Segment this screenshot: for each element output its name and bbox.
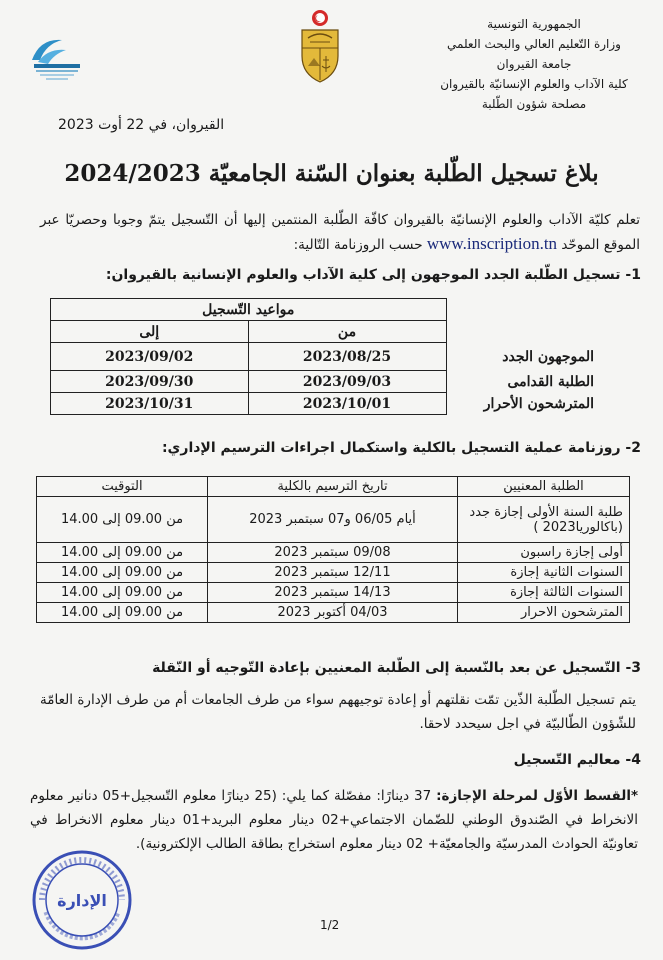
group-header: مواعيد التّسجيل [51, 299, 447, 321]
table-row [51, 343, 603, 371]
section-2-heading: 2- روزنامة عملية التسجيل بالكلية واستكمال اجراءات الترسيم الإداري: [161, 440, 641, 456]
time-cell: من 09.00 إلى 14.00 [37, 563, 208, 583]
date-to: 2023/09/30 [51, 371, 249, 393]
header-line: وزارة التّعليم العالي والبحث العلمي [447, 37, 621, 51]
table-row [37, 543, 630, 563]
students-cell: أولى إجازة راسبون [458, 543, 630, 563]
table-row [51, 371, 603, 393]
intro-text: تعلم كليّة الآداب والعلوم الإنسانيّة بالقيروان كافّة الطّلبة المنتمين إليها أن التّسجيل يتمّ وجوبا وحصريّا عبر الموقع الموحّد [40, 212, 640, 253]
students-cell: طلبة السنة الأولى إجازة جدد (باكالوريا2023 ) [458, 497, 630, 543]
header-line: الجمهورية التونسية [487, 17, 581, 31]
col-to-header: إلى [51, 321, 249, 343]
col-date-header: تاريخ الترسيم بالكلية [208, 477, 458, 497]
page-number: 1/2 [320, 918, 340, 932]
time-cell: من 09.00 إلى 14.00 [37, 543, 208, 563]
students-cell: السنوات الثالثة إجازة [458, 583, 630, 603]
section-1-heading: 1- تسجيل الطّلبة الجدد الموجهون إلى كلية الآداب والعلوم الإنسانية بالقيروان: [105, 267, 641, 283]
date-to: 2023/09/02 [51, 343, 249, 371]
fee-details: 37 دينارًا: مفصّلة كما يلي: (25 دينارًا معلوم التّسجيل+05 دنانير معلوم الانخراط في الصّندوق الوطني للضّمان الاجتماعي+02 دينار معلوم البريد+01 دينار معلوم الانخراط في تعاونيّة الحوادث المدرسيّة والجامعيّة+ 02 دينار معلوم استخراج بطاقة الطالب الإلكترونية). [30, 788, 638, 852]
section-3-heading: 3- التّسجيل عن بعد بالنّسبة إلى الطّلبة المعنيين بإعادة التّوجيه أو النّقلة [152, 660, 641, 676]
date-cell: 09/08 سبتمبر 2023 [208, 543, 458, 563]
header-line: جامعة القيروان [496, 57, 572, 71]
document-date: القيروان، في 22 أوت 2023 [58, 117, 225, 133]
date-to: 2023/10/31 [51, 393, 249, 415]
section-4-heading: 4- معاليم التّسجيل [513, 752, 641, 768]
col-from-header: من [248, 321, 446, 343]
time-cell: من 09.00 إلى 14.00 [37, 603, 208, 623]
date-from: 2023/08/25 [248, 343, 446, 371]
date-cell: 04/03 أكتوبر 2023 [208, 603, 458, 623]
date-cell: أيام 06/05 و07 سبتمبر 2023 [208, 497, 458, 543]
row-label: الموجهون الجدد [502, 348, 594, 365]
table-row [51, 393, 603, 415]
intro-paragraph [40, 208, 640, 257]
row-label: المترشحون الأحرار [483, 395, 594, 412]
stamp-text: الإدارة [57, 891, 107, 910]
row-label: الطلبة القدامى [507, 373, 594, 390]
date-from: 2023/09/03 [248, 371, 446, 393]
registration-url-link[interactable]: www.inscription.tn [426, 234, 558, 253]
fee-lead: *القسط الأوّل لمرحلة الإجازة: [436, 788, 639, 804]
section-4-text [30, 784, 638, 856]
registration-dates-table [50, 298, 602, 415]
date-cell: 12/11 سبتمبر 2023 [208, 563, 458, 583]
table-row [37, 583, 630, 603]
table-row [37, 563, 630, 583]
date-cell: 14/13 سبتمبر 2023 [208, 583, 458, 603]
ministry-header [429, 14, 639, 114]
header-line: مصلحة شؤون الطّلبة [481, 97, 587, 111]
section-3-text: يتم تسجيل الطّلبة الذّين تمّت نقلتهم أو إعادة توجيههم سواء من طرف الجامعات أم من طرف الإدارة العامّة للشّؤون الطّالبيّة في اجل سيحدد لاحقا. [40, 692, 636, 732]
date-from: 2023/10/01 [248, 393, 446, 415]
document-title: بلاغ تسجيل الطّلبة بعنوان السّنة الجامعيّة 2024/2023 [64, 160, 599, 187]
schedule-table [36, 476, 630, 623]
col-students-header: الطلبة المعنيين [458, 477, 630, 497]
official-stamp-icon [30, 848, 134, 952]
table-row [37, 497, 630, 543]
time-cell: من 09.00 إلى 14.00 [37, 583, 208, 603]
table-row [37, 603, 630, 623]
coat-of-arms-icon [296, 8, 344, 86]
time-cell: من 09.00 إلى 14.00 [37, 497, 208, 543]
intro-text-after: حسب الروزنامة التّالية: [293, 237, 423, 253]
students-cell: المترشحون الاحرار [458, 603, 630, 623]
col-time-header: التوقيت [37, 477, 208, 497]
faculty-logo-icon [28, 30, 86, 86]
students-cell: السنوات الثانية إجازة [458, 563, 630, 583]
header-line: كلية الآداب والعلوم الإنسانيّة بالقيروان [440, 77, 628, 91]
